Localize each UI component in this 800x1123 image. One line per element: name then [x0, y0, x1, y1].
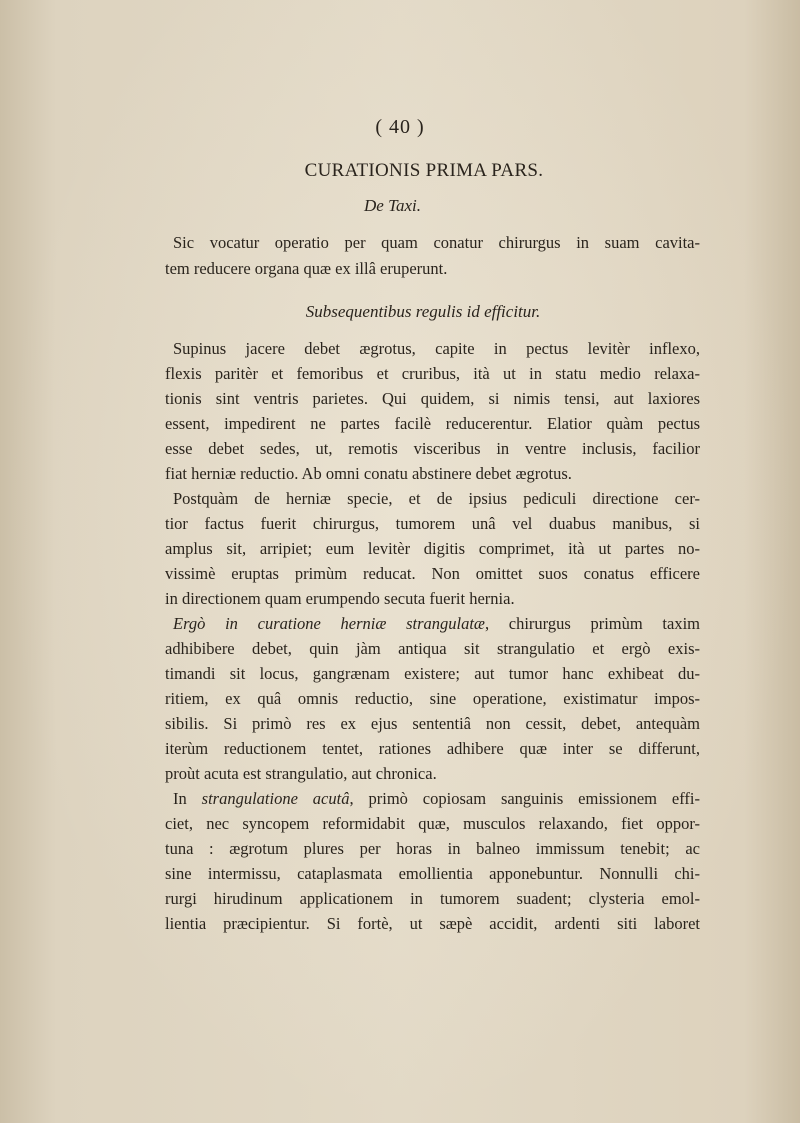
- paragraph-line: sine intermissu, cataplasmata emollientia apponebuntur. Nonnulli chi-: [165, 864, 700, 883]
- paragraph-line: flexis paritèr et femoribus et cruribus, ità ut in statu medio relaxa-: [165, 364, 700, 383]
- paragraph-line: Supinus jacere debet ægrotus, capite in pectus levitèr inflexo,: [173, 339, 700, 358]
- paragraph-line: Postquàm de herniæ specie, et de ipsius pediculi directione cer-: [173, 489, 700, 508]
- intro-line: tem reducere organa quæ ex illâ eruperunt.: [165, 259, 448, 278]
- text-run: , chirurgus primùm taxim: [484, 614, 700, 633]
- text-run: In: [173, 789, 202, 808]
- italic-phrase: strangulatione acutâ: [201, 789, 350, 808]
- paragraph-line: tuna : ægrotum plures per horas in balneo immissum tenebit; ac: [165, 839, 700, 858]
- paragraph-line: esse debet sedes, ut, remotis visceribus in ventre inclusis, facilior: [165, 439, 700, 458]
- paragraph-line: sibilis. Si primò res ex ejus sententiâ non cessit, debet, antequàm: [165, 714, 700, 733]
- section-heading: Subsequentibus regulis id efficitur.: [305, 302, 541, 321]
- paragraph-line: [173, 614, 700, 634]
- paragraph-line: iterùm reductionem tentet, rationes adhibere quæ inter se differunt,: [165, 739, 700, 758]
- page-number: ( 40 ): [375, 116, 425, 138]
- intro-line: Sic vocatur operatio per quam conatur chirurgus in suam cavita-: [173, 233, 700, 252]
- paragraph-line: ciet, nec syncopem reformidabit quæ, musculos relaxando, fiet oppor-: [165, 814, 700, 833]
- paragraph-line: amplus sit, arripiet; eum levitèr digitis comprimet, ità ut partes no-: [165, 539, 700, 558]
- paragraph-line: in directionem quam erumpendo secuta fuerit hernia.: [165, 589, 515, 608]
- paragraph-line: timandi sit locus, gangrænam existere; aut tumor hanc exhibeat du-: [165, 664, 700, 683]
- italic-phrase: Ergò in curatione herniæ strangulatæ: [173, 614, 485, 633]
- text-run: , primò copiosam sanguinis emissionem effi-: [349, 789, 700, 808]
- paragraph-line: proùt acuta est strangulatio, aut chronica.: [165, 764, 437, 783]
- paragraph-line: [173, 789, 700, 809]
- page-title: CURATIONIS PRIMA PARS.: [304, 160, 544, 181]
- paragraph-line: tior factus fuerit chirurgus, tumorem unâ vel duabus manibus, si: [165, 514, 700, 533]
- paragraph-line: ritiem, ex quâ omnis reductio, sine operatione, existimatur impos-: [165, 689, 700, 708]
- paragraph-line: adhibibere debet, quin jàm antiqua sit strangulatio et ergò exis-: [165, 639, 700, 658]
- paragraph-line: lientia præcipientur. Si fortè, ut sæpè accidit, ardenti siti laboret: [165, 914, 700, 933]
- paragraph-line: vissimè eruptas primùm reducat. Non omittet suos conatus efficere: [165, 564, 700, 583]
- subtitle: De Taxi.: [364, 196, 421, 215]
- paragraph-line: essent, impedirent ne partes facilè reducerentur. Elatior quàm pectus: [165, 414, 700, 433]
- paragraph-line: fiat herniæ reductio. Ab omni conatu abstinere debet ægrotus.: [165, 464, 572, 483]
- paragraph-line: tionis sint ventris parietes. Qui quidem, si nimis tensi, aut laxiores: [165, 389, 700, 408]
- paragraph-line: rurgi hirudinum applicationem in tumorem suadent; clysteria emol-: [165, 889, 700, 908]
